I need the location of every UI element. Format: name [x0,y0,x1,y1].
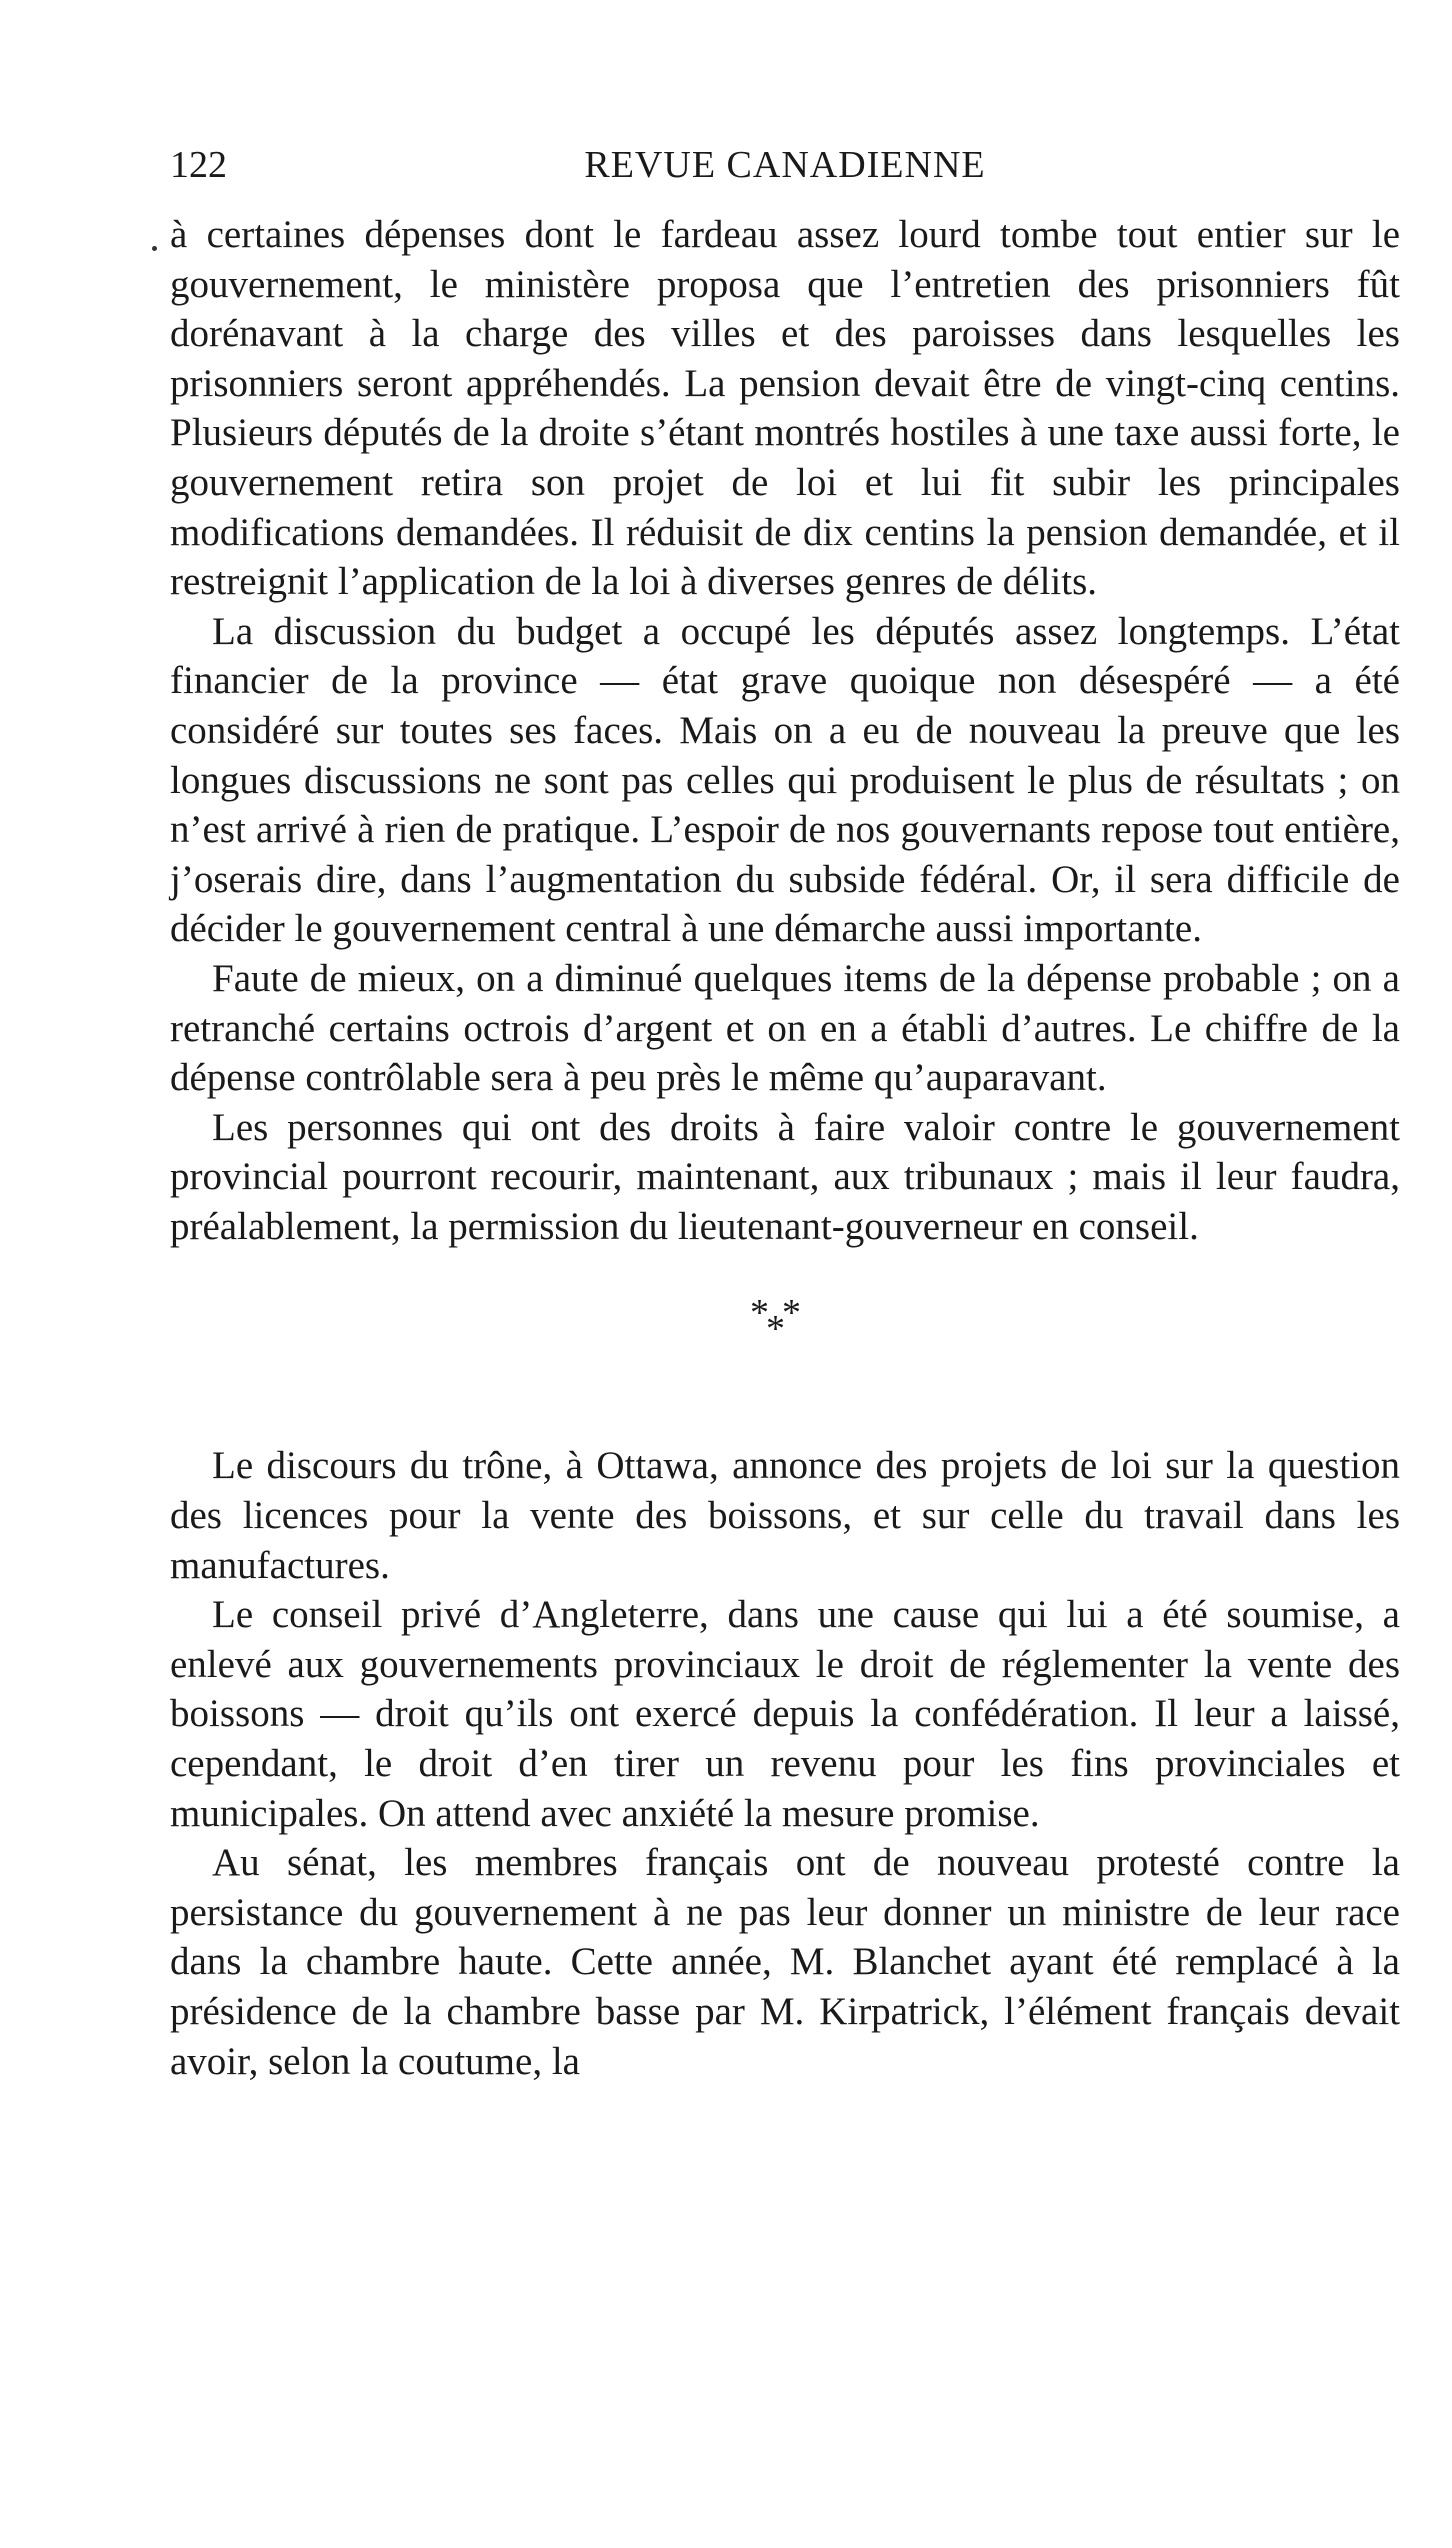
section-2 [170,1441,1400,2086]
section-separator [170,1251,1400,1441]
book-page [170,140,1400,2086]
page-number: 122 [170,144,227,186]
journal-title: REVUE CANADIENNE [584,144,986,186]
margin-dot [152,246,157,251]
running-head [170,140,1400,190]
section-1 [170,210,1400,1251]
paragraph-throne-speech: Le discours du trône, à Ottawa, annonce des projets de loi sur la question des licences pour la vente des boissons, et sur celle du travail dans les manufactures. [170,1444,1400,1587]
paragraph-privy-council: Le conseil privé d’Angleterre, dans une cause qui lui a été soumise, a enlevé aux gouvernements provinciaux le droit de réglementer la vente des boissons — droit qu’ils ont exercé depuis la confédération. Il leur a laissé, cependant, le droit d’en tirer un revenu pour les fins provinciales et municipales. On attend avec anxiété la mesure promise. [170,1593,1400,1835]
paragraph-tribunals: Les personnes qui ont des droits à faire valoir contre le gouvernement provincial pourront recourir, maintenant, aux tribunaux ; mais il leur faudra, préalablement, la permission du lieutenant-gouverneur en conseil. [170,1105,1400,1248]
paragraph-budget: La discussion du budget a occupé les députés assez longtemps. L’état financier de la province — état grave quoique non désespéré — a été considéré sur toutes ses faces. Mais on a eu de nouveau la preuve que les longues discussions ne sont pas celles qui produisent le plus de résultats ; on n’est arrivé à rien de pratique. L’espoir de nos gouvernants repose tout entière, j’oserais dire, dans l’augmentation du subside fédéral. Or, il sera difficile de décider le gouvernement central à une démarche aussi importante. [170,609,1400,951]
asterism-star: * [766,1308,785,1351]
paragraph-continued: à certaines dépenses dont le fardeau assez lourd tombe tout entier sur le gouvernement, le ministère proposa que l’entretien des prisonniers fût dorénavant à la charge des villes et des paroisses dans lesquelles les prisonniers seront appréhendés. La pension devait être de vingt-cinq centins. Plusieurs députés de la droite s’étant montrés hostiles à une taxe aussi forte, le gouvernement retira son projet de loi et lui fit subir les principales modifications demandées. Il réduisit de dix centins la pension demandée, et il restreignit l’application de la loi à diverses genres de délits. [170,213,1400,604]
paragraph-senate: Au sénat, les membres français ont de nouveau protesté contre la persistance du gouvernement à ne pas leur donner un ministre de leur race dans la chambre haute. Cette année, M. Blanchet ayant été remplacé à la présidence de la chambre basse par M. Kirpatrick, l’élément français devait avoir, selon la coutume, la [170,1841,1400,2083]
asterism-star: * [782,1292,801,1335]
asterism-star: * [750,1292,769,1335]
paragraph-expenses: Faute de mieux, on a diminué quelques items de la dépense probable ; on a retranché certains octrois d’argent et on en a établi d’autres. Le chiffre de la dépense contrôlable sera à peu près le même qu’auparavant. [170,956,1400,1100]
